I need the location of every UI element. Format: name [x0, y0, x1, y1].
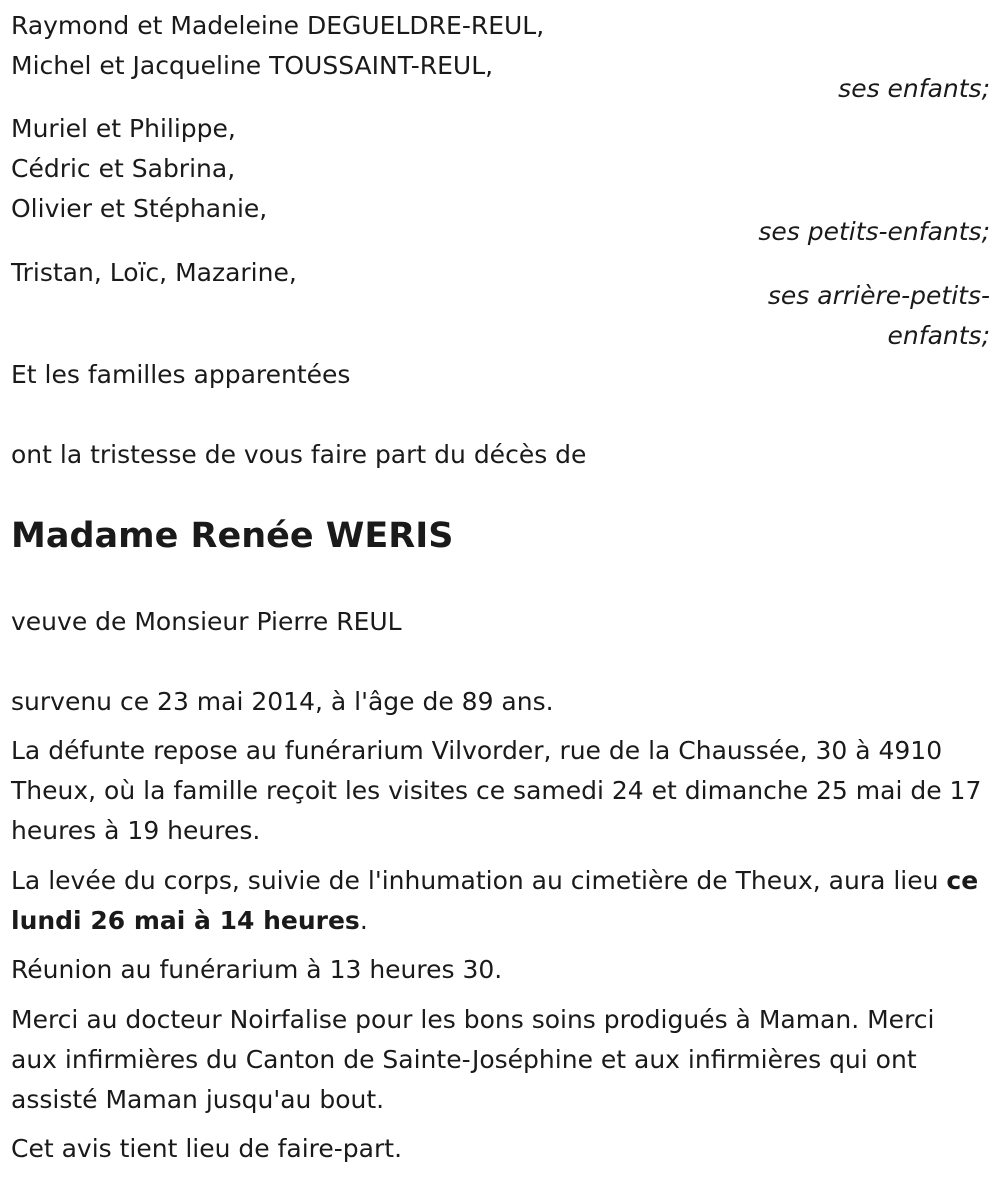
great-grandchildren-line-1: Tristan, Loïc, Mazarine,: [11, 258, 297, 287]
grandchildren-line-3: Olivier et Stéphanie,: [11, 194, 268, 223]
great-grandchildren-role-line-1: ses arrière-petits-: [767, 281, 990, 310]
announcement-line: ont la tristesse de vous faire part du décès de: [11, 440, 587, 469]
funeral-text: La levée du corps, suivie de l'inhumation au cimetière de Theux, aura lieu: [11, 866, 947, 895]
grandchildren-role: ses petits-enfants;: [758, 217, 990, 246]
children-line-1: Raymond et Madeleine DEGUELDRE-REUL,: [11, 11, 545, 40]
children-line-2: Michel et Jacqueline TOUSSAINT-REUL,: [11, 51, 494, 80]
closing-line: Cet avis tient lieu de faire-part.: [11, 1134, 403, 1163]
children-block: [11, 6, 544, 86]
funeral-end: .: [359, 906, 368, 935]
funeral-date-time: ce lundi 26 mai à 14 heures: [11, 866, 979, 935]
widow-of-line: veuve de Monsieur Pierre REUL: [11, 607, 402, 636]
death-info-line: survenu ce 23 mai 2014, à l'âge de 89 ans.: [11, 687, 554, 716]
great-grandchildren-role-line-2: enfants;: [887, 321, 990, 350]
funeral-paragraph: [11, 861, 996, 941]
great-grandchildren-block: [11, 253, 297, 293]
grandchildren-line-2: Cédric et Sabrina,: [11, 154, 236, 183]
repose-paragraph: La défunte repose au funérarium Vilvorder, rue de la Chaussée, 30 à 4910 Theux, où la famille reçoit les visites ce samedi 24 et dimanche 25 mai de 17 heures à 19 heures.: [11, 736, 982, 845]
gathering-line: Réunion au funérarium à 13 heures 30.: [11, 955, 503, 984]
deceased-name: Madame Renée WERIS: [11, 516, 454, 556]
families-line: Et les familles apparentées: [11, 360, 351, 389]
grandchildren-block: [11, 109, 267, 229]
great-grandchildren-role: [690, 276, 990, 356]
grandchildren-line-1: Muriel et Philippe,: [11, 114, 236, 143]
children-role: ses enfants;: [838, 74, 990, 103]
thanks-paragraph: Merci au docteur Noirfalise pour les bons soins prodigués à Maman. Merci aux infirmières du Canton de Sainte-Joséphine et aux infirmières qui ont assisté Maman jusqu'au bout.: [11, 1005, 935, 1114]
